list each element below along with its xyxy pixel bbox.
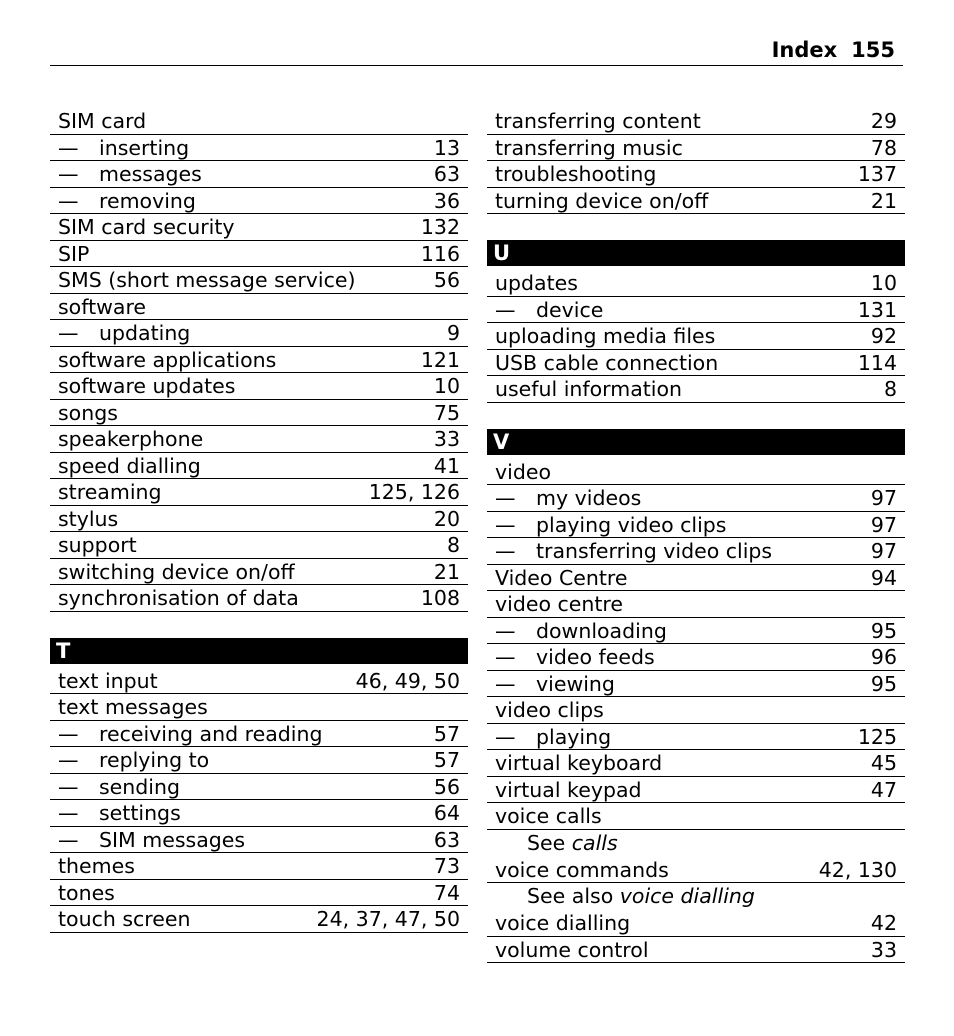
- subentry-dash: —: [495, 297, 516, 322]
- page-header: [50, 35, 903, 66]
- letter-heading-v: V: [487, 429, 905, 455]
- index-entry: [487, 750, 905, 777]
- entry-term: playing video clips: [536, 512, 727, 537]
- entry-term: receiving and reading: [99, 721, 323, 746]
- index-entry: [487, 937, 905, 964]
- entry-page-numbers: 64: [433, 801, 460, 825]
- entry-page-numbers: 9: [446, 321, 460, 345]
- entry-term: video centre: [495, 592, 624, 616]
- entry-term: troubleshooting: [495, 162, 657, 186]
- entry-page-numbers: 56: [433, 774, 460, 799]
- subentry-dash: —: [58, 721, 79, 746]
- entry-page-numbers: 95: [870, 671, 897, 696]
- entry-term: voice calls: [495, 804, 602, 828]
- entry-term: virtual keyboard: [495, 751, 663, 775]
- index-entry: [50, 906, 468, 933]
- index-entry: [50, 267, 468, 294]
- index-column-right: [487, 108, 905, 963]
- subentry-dash: —: [495, 724, 516, 749]
- entry-term: touch screen: [58, 907, 191, 931]
- entry-term: SIP: [58, 241, 90, 266]
- entry-page-numbers: 42: [870, 911, 897, 935]
- entry-page-numbers: 33: [870, 937, 897, 962]
- index-subentry: [50, 135, 468, 162]
- index-subentry: [50, 774, 468, 801]
- entry-page-numbers: 57: [433, 748, 460, 772]
- entry-term: playing: [536, 724, 612, 749]
- entry-term: removing: [99, 188, 196, 213]
- entry-page-numbers: 121: [420, 347, 460, 372]
- index-subentry: [50, 800, 468, 827]
- entry-term: streaming: [58, 480, 162, 504]
- page-number: 155: [851, 38, 895, 62]
- index-subentry: [50, 721, 468, 748]
- index-entry: [487, 803, 905, 830]
- subentry-dash: —: [495, 539, 516, 563]
- see-reference: [487, 830, 905, 857]
- index-subentry: [487, 512, 905, 539]
- entry-page-numbers: 42, 130: [818, 857, 897, 882]
- entry-term: SIM messages: [99, 827, 246, 852]
- index-entry: [50, 426, 468, 453]
- index-entry: [487, 108, 905, 135]
- entry-page-numbers: 125, 126: [368, 480, 460, 504]
- entry-term: video: [495, 459, 551, 484]
- entry-term: stylus: [58, 506, 119, 531]
- entry-term: messages: [99, 162, 202, 186]
- see-reference-target: voice dialling: [619, 884, 755, 908]
- entry-term: software applications: [58, 347, 277, 372]
- index-entry: [487, 270, 905, 297]
- entry-page-numbers: 74: [433, 880, 460, 905]
- index-entry: [50, 294, 468, 321]
- index-entry: [50, 880, 468, 907]
- index-entry: [50, 694, 468, 721]
- entry-term: transferring content: [495, 109, 701, 133]
- index-entry: [50, 108, 468, 135]
- section-gap: [50, 612, 468, 638]
- index-entry: [487, 777, 905, 804]
- entry-page-numbers: 41: [433, 453, 460, 478]
- index-entry: [50, 853, 468, 880]
- entry-term: updating: [99, 321, 191, 345]
- index-subentry: [487, 485, 905, 512]
- entry-page-numbers: 8: [446, 533, 460, 557]
- entry-term: switching device on/off: [58, 559, 295, 584]
- entry-term: SIM card security: [58, 215, 235, 239]
- index-subentry: [487, 618, 905, 645]
- letter-heading-t: T: [50, 638, 468, 664]
- entry-page-numbers: 97: [870, 486, 897, 510]
- entry-page-numbers: 131: [857, 297, 897, 322]
- subentry-dash: —: [58, 774, 79, 799]
- index-entry: [487, 376, 905, 403]
- index-entry: [50, 214, 468, 241]
- section-gap: [487, 403, 905, 429]
- index-subentry: [50, 161, 468, 188]
- index-subentry: [50, 188, 468, 215]
- entry-page-numbers: 57: [433, 721, 460, 746]
- subentry-dash: —: [58, 321, 79, 345]
- entry-page-numbers: 125: [857, 724, 897, 749]
- entry-page-numbers: 95: [870, 618, 897, 643]
- entry-term: transferring music: [495, 135, 683, 160]
- index-entry: [50, 532, 468, 559]
- entry-term: my videos: [536, 486, 642, 510]
- entry-page-numbers: 137: [857, 162, 897, 186]
- index-entry: [487, 697, 905, 724]
- entry-page-numbers: 116: [420, 241, 460, 266]
- entry-page-numbers: 132: [420, 215, 460, 239]
- entry-page-numbers: 114: [857, 350, 897, 375]
- entry-term: device: [536, 297, 604, 322]
- entry-term: voice commands: [495, 857, 669, 882]
- entry-page-numbers: 56: [433, 268, 460, 292]
- index-entry: [50, 400, 468, 427]
- entry-page-numbers: 47: [870, 777, 897, 802]
- see-reference-text: See calls: [527, 830, 618, 855]
- index-entry: [50, 453, 468, 480]
- index-entry: [50, 347, 468, 374]
- subentry-dash: —: [495, 486, 516, 510]
- subentry-dash: —: [58, 162, 79, 186]
- entry-term: video feeds: [536, 645, 655, 669]
- entry-term: themes: [58, 854, 135, 878]
- index-entry: [487, 323, 905, 350]
- entry-term: useful information: [495, 377, 683, 401]
- entry-page-numbers: 45: [870, 751, 897, 775]
- see-reference-target: calls: [571, 830, 618, 855]
- index-entry: [50, 506, 468, 533]
- entry-term: tones: [58, 880, 115, 905]
- entry-page-numbers: 8: [883, 377, 897, 401]
- index-entry: [50, 479, 468, 506]
- entry-term: SMS (short message service): [58, 268, 356, 292]
- index-entry: [487, 135, 905, 162]
- subentry-dash: —: [495, 618, 516, 643]
- entry-term: transferring video clips: [536, 539, 773, 563]
- index-entry: [487, 188, 905, 215]
- entry-term: viewing: [536, 671, 615, 696]
- entry-term: updates: [495, 271, 578, 295]
- entry-page-numbers: 36: [433, 188, 460, 213]
- subentry-dash: —: [58, 748, 79, 772]
- subentry-dash: —: [495, 645, 516, 669]
- running-header: [772, 35, 895, 65]
- entry-term: sending: [99, 774, 180, 799]
- entry-page-numbers: 97: [870, 539, 897, 563]
- entry-term: support: [58, 533, 137, 557]
- entry-term: text messages: [58, 695, 208, 719]
- letter-heading-u: U: [487, 240, 905, 266]
- entry-term: inserting: [99, 135, 190, 160]
- section-title: Index: [771, 38, 838, 62]
- index-entry: [50, 241, 468, 268]
- entry-page-numbers: 20: [433, 506, 460, 531]
- index-entry: [487, 591, 905, 618]
- index-entry: [487, 565, 905, 592]
- entry-page-numbers: 10: [433, 374, 460, 398]
- entry-term: uploading media files: [495, 324, 716, 348]
- index-subentry: [487, 644, 905, 671]
- index-entry: [487, 459, 905, 486]
- entry-term: Video Centre: [495, 565, 628, 590]
- entry-term: downloading: [536, 618, 667, 643]
- entry-page-numbers: 24, 37, 47, 50: [316, 907, 460, 931]
- entry-term: turning device on/off: [495, 188, 709, 213]
- index-subentry: [487, 297, 905, 324]
- entry-term: SIM card: [58, 109, 147, 133]
- entry-page-numbers: 29: [870, 109, 897, 133]
- entry-page-numbers: 97: [870, 512, 897, 537]
- index-entry: [487, 161, 905, 188]
- entry-page-numbers: 33: [433, 427, 460, 451]
- index-entry: [487, 350, 905, 377]
- entry-page-numbers: 21: [433, 559, 460, 584]
- entry-page-numbers: 108: [420, 586, 460, 610]
- index-subentry: [487, 538, 905, 565]
- entry-term: speakerphone: [58, 427, 204, 451]
- entry-term: text input: [58, 668, 158, 693]
- entry-page-numbers: 63: [433, 827, 460, 852]
- entry-term: replying to: [99, 748, 210, 772]
- entry-term: USB cable connection: [495, 350, 719, 375]
- index-subentry: [487, 671, 905, 698]
- index-entry: [487, 910, 905, 937]
- entry-term: virtual keypad: [495, 777, 642, 802]
- entry-page-numbers: 10: [870, 271, 897, 295]
- entry-page-numbers: 46, 49, 50: [355, 668, 460, 693]
- subentry-dash: —: [58, 135, 79, 160]
- see-reference-text: See also voice dialling: [527, 884, 755, 908]
- index-entry: [50, 668, 468, 695]
- see-reference: [487, 883, 905, 910]
- entry-page-numbers: 92: [870, 324, 897, 348]
- index-entry: [50, 559, 468, 586]
- section-gap: [487, 214, 905, 240]
- subentry-dash: —: [58, 827, 79, 852]
- entry-page-numbers: 13: [433, 135, 460, 160]
- entry-term: synchronisation of data: [58, 586, 299, 610]
- entry-term: settings: [99, 801, 181, 825]
- subentry-dash: —: [495, 671, 516, 696]
- entry-term: songs: [58, 400, 118, 425]
- entry-page-numbers: 63: [433, 162, 460, 186]
- entry-page-numbers: 96: [870, 645, 897, 669]
- entry-page-numbers: 75: [433, 400, 460, 425]
- subentry-dash: —: [58, 801, 79, 825]
- subentry-dash: —: [495, 512, 516, 537]
- entry-term: voice dialling: [495, 911, 631, 935]
- index-subentry: [50, 827, 468, 854]
- index-subentry: [487, 724, 905, 751]
- index-entry: [50, 585, 468, 612]
- entry-page-numbers: 21: [870, 188, 897, 213]
- subentry-dash: —: [58, 188, 79, 213]
- entry-term: software: [58, 294, 147, 319]
- index-subentry: [50, 320, 468, 347]
- entry-term: volume control: [495, 937, 649, 962]
- index-entry: [50, 373, 468, 400]
- entry-term: video clips: [495, 698, 604, 722]
- entry-term: speed dialling: [58, 453, 201, 478]
- entry-term: software updates: [58, 374, 236, 398]
- index-column-left: [50, 108, 468, 933]
- index-entry: [487, 857, 905, 884]
- entry-page-numbers: 94: [870, 565, 897, 590]
- entry-page-numbers: 73: [433, 854, 460, 878]
- entry-page-numbers: 78: [870, 135, 897, 160]
- index-subentry: [50, 747, 468, 774]
